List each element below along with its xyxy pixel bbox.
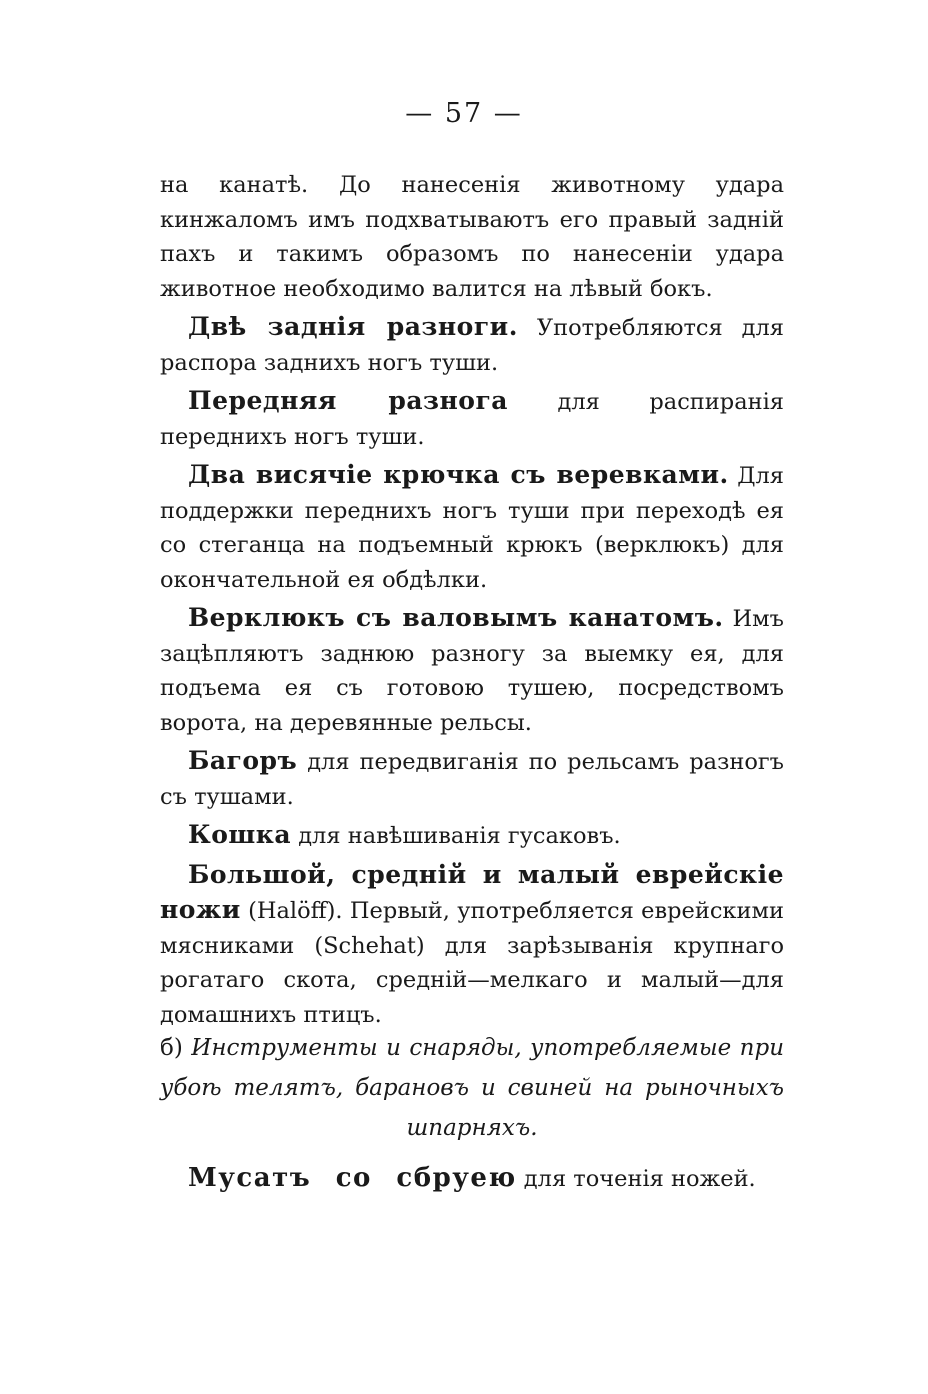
paragraph-item — [160, 384, 784, 454]
item-term: Мусатъ со сбруею — [188, 1163, 517, 1193]
paragraph-item — [160, 818, 784, 854]
paragraph-item — [188, 1160, 756, 1197]
item-text: для навѣшиванія гусаковъ. — [291, 823, 621, 849]
paragraph-text: на канатѣ. До нанесенія животному удара кинжаломъ имъ подхватываютъ его правый задній пахъ и такимъ образомъ по нанесеніи удара животное необходимо валится на лѣвый бокъ. — [160, 172, 784, 302]
item-text: Имъ зацѣпляютъ заднюю разногу за выемку ея, для подъема ея съ готовою тушею, посредствомъ ворота, на деревянные рельсы. — [160, 606, 784, 736]
page-number: — 57 — — [405, 98, 523, 129]
paragraph-item — [160, 744, 784, 814]
item-text: для передвиганія по рельсамъ разногъ съ тушами. — [160, 749, 784, 810]
section-heading-text: Инструменты и снаряды, употребляемые при убоѣ телятъ, барановъ и свиней на рыночныхъ шпарняхъ. — [160, 1035, 785, 1141]
section-heading — [160, 1028, 784, 1148]
section-marker: б) — [160, 1035, 183, 1061]
paragraph-item — [160, 310, 784, 380]
item-term: Верклюкъ съ валовымъ канатомъ. — [188, 603, 724, 632]
body-text — [160, 168, 784, 1036]
item-term: Передняя разнога — [188, 386, 508, 415]
item-term: Два висячіе крючка съ веревками. — [188, 460, 729, 489]
item-term: Большой, средній и малый еврейскіе ножи — [160, 859, 784, 924]
paragraph-item — [160, 858, 784, 1033]
item-text: Употребляются для распора заднихъ ногъ туши. — [160, 315, 785, 376]
item-text: для распиранія переднихъ ногъ туши. — [160, 389, 784, 450]
item-term: Кошка — [188, 820, 292, 849]
paragraph-continuation — [160, 168, 784, 306]
item-text: Для поддержки переднихъ ногъ туши при переходѣ ея со стеганца на подъемный крюкъ (верклюкъ) для окончательной ея обдѣлки. — [160, 463, 784, 593]
item-text: для точенія ножей. — [516, 1166, 756, 1192]
item-term: Багоръ — [188, 746, 298, 775]
item-text: (Halöff). Первый, употребляется еврейскими мясниками (Schehat) для зарѣзыванія крупнаго рогатаго скота, средній—мелкаго и малый—для домашнихъ птицъ. — [160, 898, 784, 1028]
paragraph-item — [160, 601, 784, 740]
item-term: Двѣ заднія разноги. — [188, 312, 518, 341]
paragraph-item — [160, 458, 784, 597]
